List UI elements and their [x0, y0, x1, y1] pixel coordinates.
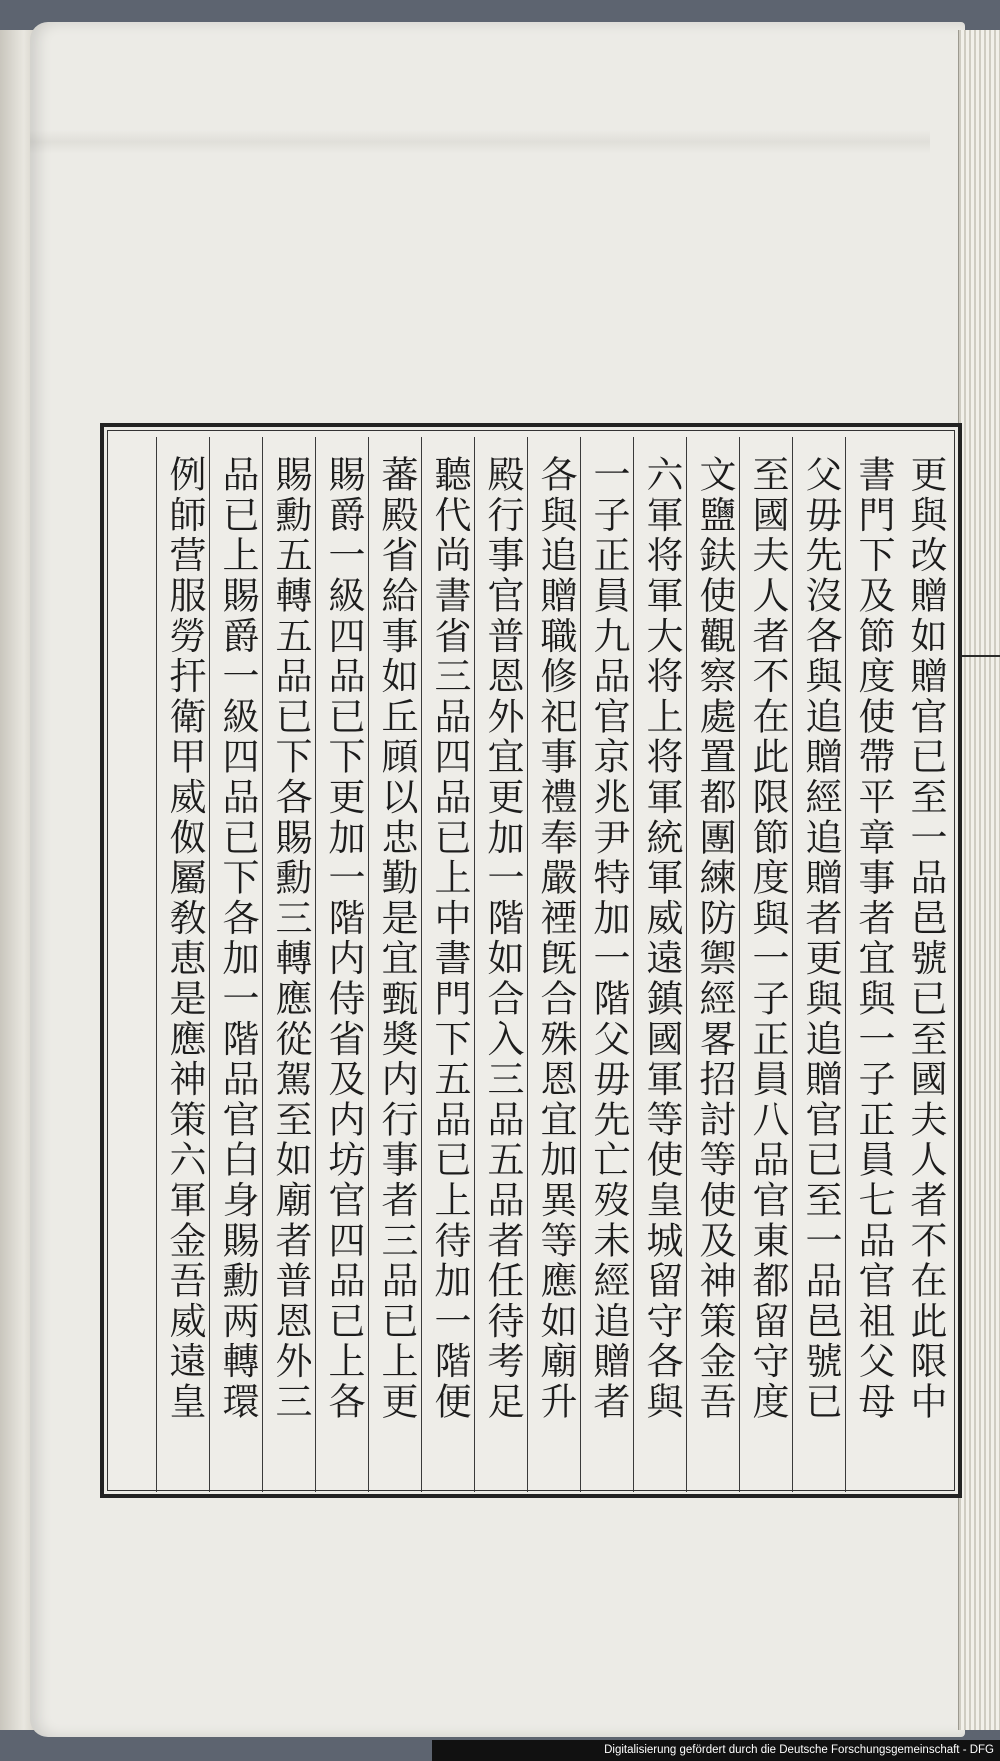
column-text: 例師营服勞扞衛甲威伮屬敎恵是應神策六軍金吾威遠皇	[163, 455, 206, 1423]
text-column-4	[739, 437, 794, 1492]
column-text: 殿行事官普恩外宜更加一階如合入三品五品者任待考足	[481, 455, 524, 1423]
text-column-15	[156, 437, 211, 1492]
paper-stain	[30, 130, 930, 154]
text-column-2	[845, 437, 900, 1492]
text-column-9	[474, 437, 529, 1492]
text-column-5	[686, 437, 741, 1492]
text-column-13	[262, 437, 317, 1492]
text-column-8	[527, 437, 582, 1492]
text-column-11	[368, 437, 423, 1492]
text-column-3	[792, 437, 847, 1492]
frame-tab-mark	[958, 655, 1000, 667]
column-text: 蕃殿省給事如丘頋以忠勤是宜甄奬内行事者三品已上更	[375, 455, 418, 1423]
column-text: 六軍将軍大将上将軍統軍威遠鎮國軍等使皇城留守各與	[640, 455, 683, 1423]
column-text: 品已上賜爵一級四品已下各加一階品官白身賜勳两轉環	[216, 455, 259, 1423]
text-column-6	[633, 437, 688, 1492]
column-text: 更與改贈如贈官已至一品邑號已至國夫人者不在此限中	[904, 455, 947, 1423]
page-edges	[958, 30, 1000, 1730]
text-column-1	[898, 437, 953, 1492]
column-text: 賜爵一級四品已下更加一階内侍省及内坊官四品已上各	[322, 455, 365, 1423]
column-text: 各與追贈職修祀事禮奉嚴禋旣合殊恩宜加異等應如廟升	[534, 455, 577, 1423]
column-text: 至國夫人者不在此限節度與一子正員八品官東都留守度	[746, 455, 789, 1423]
text-column-14	[209, 437, 264, 1492]
column-text: 聽代尚書省三品四品已上中書門下五品已上待加一階便	[428, 455, 471, 1423]
column-text: 賜勳五轉五品已下各賜勳三轉應從駕至如廟者普恩外三	[269, 455, 312, 1423]
column-text: 文鹽鈇使觀察處置都團練防禦經畧招討等使及神策金吾	[693, 455, 736, 1423]
digitization-credit: Digitalisierung gefördert durch die Deutsche Forschungsgemeinschaft - DFG	[432, 1740, 1000, 1761]
column-text: 書門下及節度使帶平章事者宜與一子正員七品官祖父母	[852, 455, 895, 1423]
text-column-12	[315, 437, 370, 1492]
column-text: 父毋先沒各與追贈經追贈者更與追贈官已至一品邑號已	[799, 455, 842, 1423]
column-text: 一子正員九品官京兆尹特加一階父毋先亡歿未經追贈者	[587, 455, 630, 1423]
text-block-frame	[100, 423, 962, 1498]
text-column-10	[421, 437, 476, 1492]
text-column-7	[580, 437, 635, 1492]
